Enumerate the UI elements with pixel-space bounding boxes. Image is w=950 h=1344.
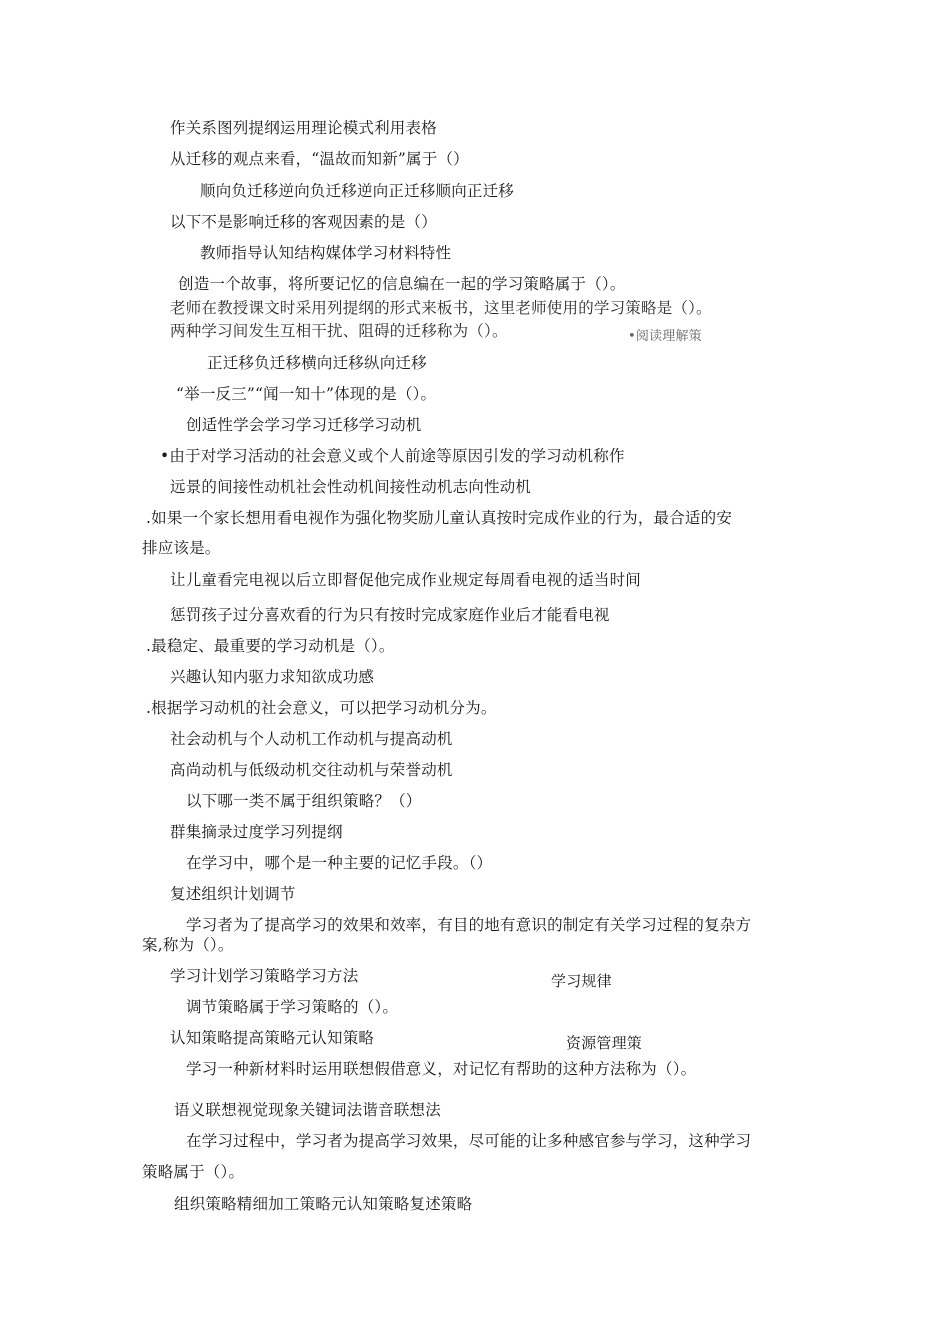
- question-multisensory: 在学习过程中，学习者为提高学习效果，尽可能的让多种感官参与学习，这种学习: [186, 1132, 752, 1150]
- options-learning-plan-side: 学习规律: [551, 972, 612, 990]
- question-interference-transfer: 两种学习间发生互相干扰、阻碍的迁移称为（）。: [170, 322, 508, 340]
- options-learning-plan: 学习计划学习策略学习方法: [170, 967, 359, 985]
- question-organization-strategy: 以下哪一类不属于组织策略？（）: [186, 792, 422, 810]
- question-social-significance: .根据学习动机的社会意义，可以把学习动机分为。: [146, 699, 497, 717]
- question-motivation-type: •由于对学习活动的社会意义或个人前途等原因引发的学习动机称作: [160, 447, 625, 465]
- options-social-significance-2: 高尚动机与低级动机交往动机与荣誉动机: [170, 761, 453, 779]
- options-stable-motivation: 兴趣认知内驱力求知欲成功感: [170, 668, 375, 686]
- question-transfer-view: 从迁移的观点来看，“温故而知新”属于（）: [170, 150, 469, 168]
- question-memory-means: 在学习中，哪个是一种主要的记忆手段。（）: [186, 854, 493, 872]
- reading-strategy-fragment: •阅读理解策: [628, 329, 702, 344]
- question-stable-motivation: .最稳定、最重要的学习动机是（）。: [146, 637, 395, 655]
- options-multisensory: 组织策略精细加工策略元认知策略复述策略: [174, 1195, 473, 1213]
- question-multisensory-cont: 策略属于（）。: [142, 1163, 245, 1181]
- options-motivation-type: 远景的间接性动机社会性动机间接性动机志向性动机: [170, 478, 532, 496]
- question-analogy: “举一反三”“闻一知十”体现的是（）。: [176, 385, 437, 403]
- options-transfer-view: 顺向负迁移逆向负迁移逆向正迁移顺向正迁移: [200, 182, 515, 200]
- text-line-1: 作关系图列提纲运用理论模式利用表格: [170, 119, 437, 137]
- options-tv-reinforcer-1: 让儿童看完电视以后立即督促他完成作业规定每周看电视的适当时间: [170, 571, 642, 589]
- options-association: 语义联想视觉现象关键词法谐音联想法: [174, 1101, 441, 1119]
- question-tv-reinforcer-cont: 排应该是。: [142, 539, 221, 557]
- options-analogy: 创适性学会学习学习迁移学习动机: [186, 416, 422, 434]
- options-social-significance-1: 社会动机与个人动机工作动机与提高动机: [170, 730, 453, 748]
- options-organization-strategy: 群集摘录过度学习列提纲: [170, 823, 343, 841]
- question-tv-reinforcer: .如果一个家长想用看电视作为强化物奖励儿童认真按时完成作业的行为，最合适的安: [146, 509, 733, 527]
- question-learning-plan-cont: 案,称为（）。: [142, 936, 234, 954]
- question-outline-strategy: 老师在教授课文时采用列提纲的形式来板书，这里老师使用的学习策略是（）。: [170, 299, 712, 317]
- options-tv-reinforcer-2: 惩罚孩子过分喜欢看的行为只有按时完成家庭作业后才能看电视: [170, 606, 610, 624]
- options-memory-means: 复述组织计划调节: [170, 885, 296, 903]
- question-objective-factors: 以下不是影响迁移的客观因素的是（）: [170, 213, 437, 231]
- question-story-strategy: 创造一个故事，将所要记忆的信息编在一起的学习策略属于（）。: [178, 275, 626, 293]
- question-association: 学习一种新材料时运用联想假借意义，对记忆有帮助的这种方法称为（）。: [186, 1060, 697, 1078]
- options-interference-transfer: 正迁移负迁移横向迁移纵向迁移: [207, 354, 427, 372]
- question-learning-plan: 学习者为了提高学习的效果和效率，有目的地有意识的制定有关学习过程的复杂方: [186, 916, 752, 934]
- options-regulation-strategy: 认知策略提高策略元认知策略: [170, 1029, 375, 1047]
- options-regulation-strategy-side: 资源管理策: [566, 1034, 643, 1052]
- question-regulation-strategy: 调节策略属于学习策略的（）。: [186, 998, 399, 1016]
- options-objective-factors: 教师指导认知结构媒体学习材料特性: [200, 244, 452, 262]
